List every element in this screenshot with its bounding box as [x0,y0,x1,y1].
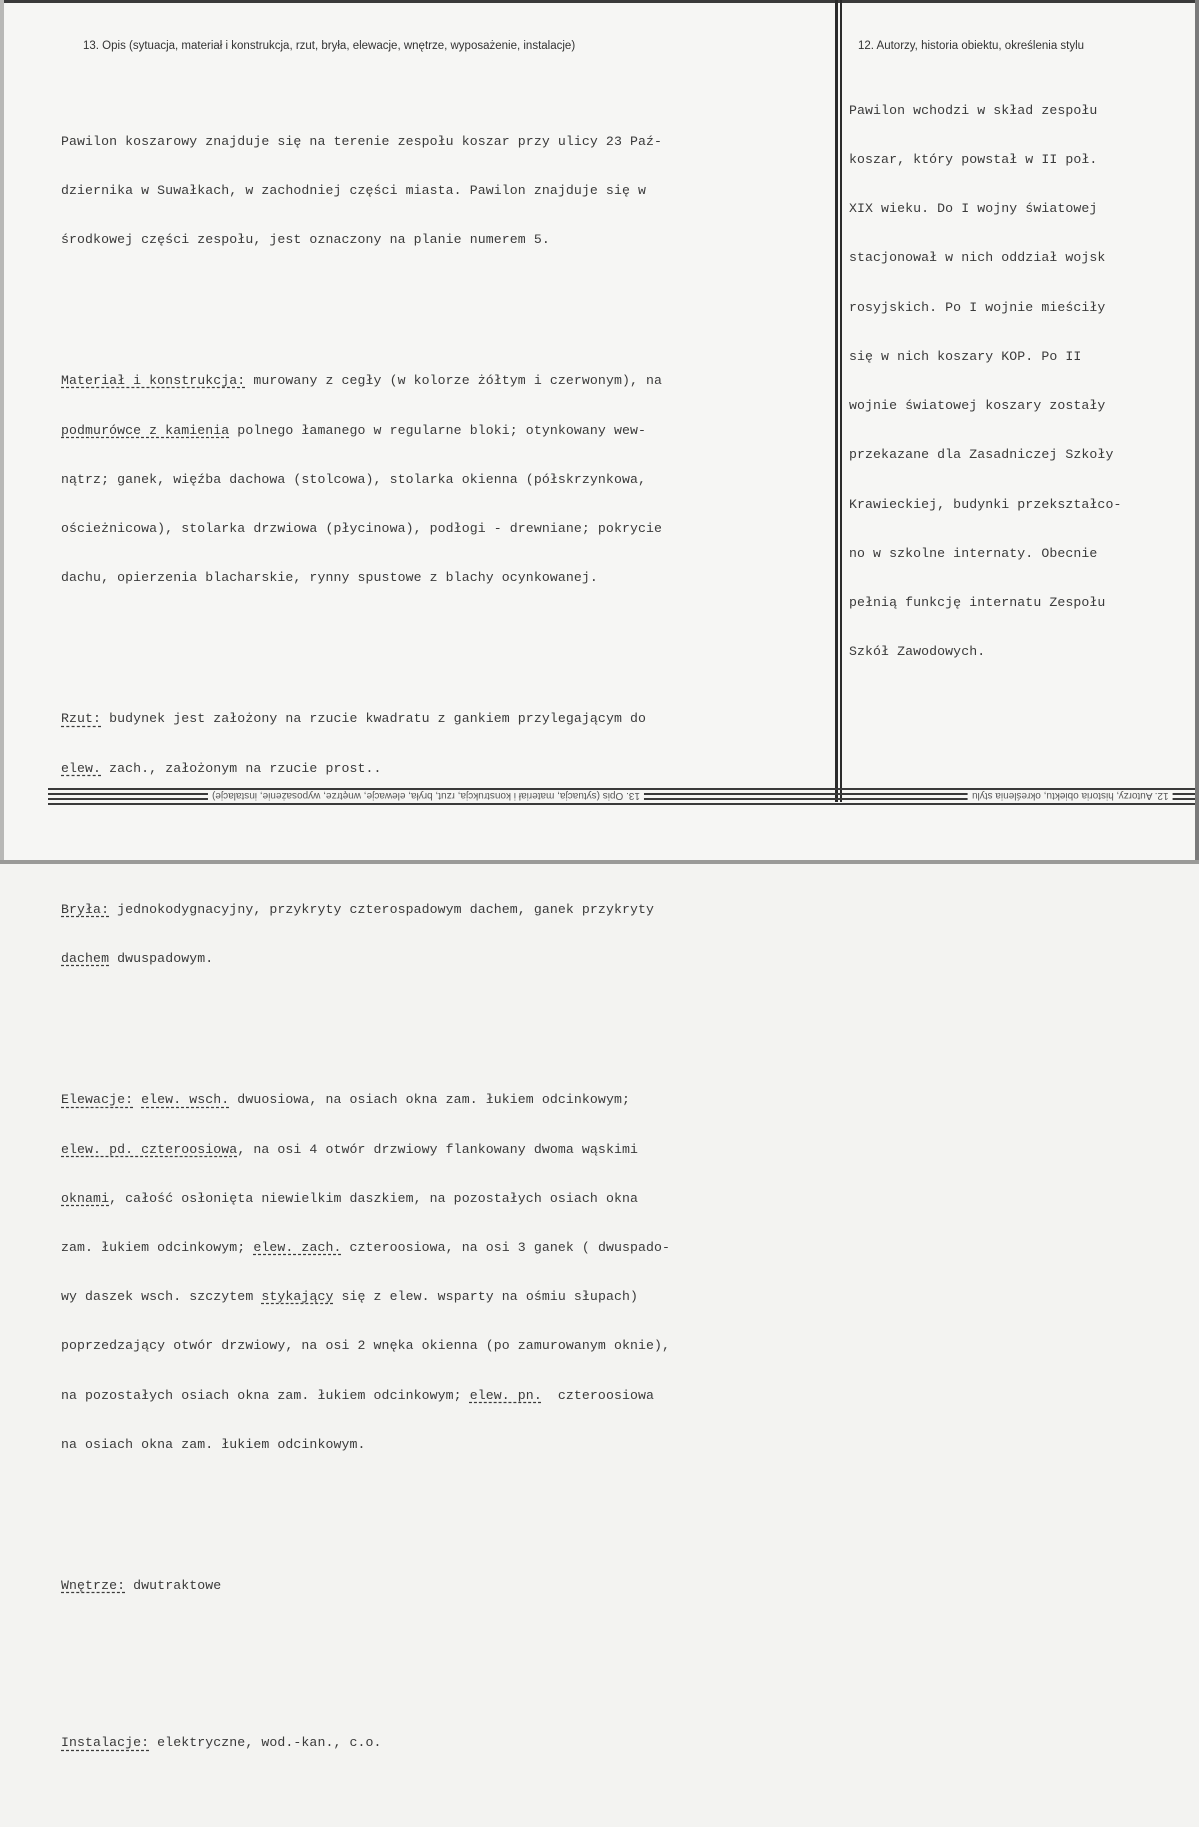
footer-strip [48,784,1195,806]
text-fragment: czteroosiowa [541,1387,655,1403]
text-fragment: dwuosiowa, na osiach okna zam. łukiem odcinkowym; [229,1092,630,1108]
text-line: Pawilon wchodzi w skład zespołu [849,102,1098,118]
text-line [61,902,831,918]
text-line [61,373,831,389]
underlined-term: stykający [261,1289,334,1305]
mass-label: Bryła: [61,901,110,917]
text-fragment: zam. łukiem odcinkowym; [61,1240,254,1256]
material-label: Materiał i konstrukcja: [61,373,246,389]
description-column [61,68,831,1827]
interior-label: Wnętrze: [61,1578,126,1594]
underlined-term: podmurówce z kamienia [61,422,230,438]
material-paragraph [61,341,831,620]
mass-paragraph [61,869,831,1000]
text-line: pełnią funkcję internatu Zespołu [849,595,1106,610]
text-line: ościeżnicowa), stolarka drzwiowa (płycinowa), podłogi - drewniane; pokrycie [61,520,663,536]
left-edge [0,0,4,864]
text-line [61,1240,831,1256]
text-line: no w szkolne internaty. Obecnie [849,545,1098,561]
text-line: się w nich koszary KOP. Po II [849,348,1082,364]
underlined-term: elew. zach. [253,1240,342,1256]
installations-paragraph [61,1703,831,1785]
text-line [61,1289,831,1305]
text-fragment: elektryczne, wod.-kan., c.o. [149,1735,382,1751]
section-12-header: 12. Autorzy, historia obiektu, określenia stylu [858,40,1085,52]
text-fragment: , na osi 4 otwór drzwiowy flankowany dwoma wąskimi [237,1141,639,1157]
text-line: na osiach okna zam. łukiem odcinkowym. [61,1436,366,1452]
history-column [849,70,1189,693]
underlined-term: oknami [61,1190,110,1206]
underlined-term: elew. wsch. [141,1092,230,1108]
elevations-label: Elewacje: [61,1092,134,1108]
text-line: wojnie światowej koszary zostały [849,398,1106,414]
text-line: poprzedzający otwór drzwiowy, na osi 2 wnęka okienna (po zamurowanym oknie), [61,1338,671,1354]
text-fragment: jednokodygnacyjny, przykryty czterospadowym dachem, ganek przykryty [109,901,655,917]
section-13-header: 13. Opis (sytuacja, materiał i konstrukcja, rzut, bryła, elewacje, wnętrze, wyposażenie, instalacje) [83,40,576,52]
text-fragment: polnego łamanego w regularne bloki; otynkowany wew- [229,422,647,438]
mirrored-header-12: 12. Autorzy, historia obiektu, określenia stylu [968,790,1173,801]
text-line [61,1735,831,1751]
text-line [61,1191,831,1207]
text-line: koszar, który powstał w II poł. [849,152,1098,168]
top-border [0,0,1199,3]
text-fragment: się z elew. wsparty na ośmiu słupach) [333,1289,639,1305]
footer-rule [48,803,1195,805]
text-line: rosyjskich. Po I wojnie mieściły [849,299,1106,315]
text-fragment: wy daszek wsch. szczytem [61,1289,262,1305]
text-fragment: murowany z cegły (w kolorze żółtym i czerwonym), na [245,373,663,389]
text-line: Krawieckiej, budynki przekształco- [849,496,1122,512]
text-fragment: , całość osłonięta niewielkim daszkiem, na pozostałych osiach okna [109,1190,639,1206]
underlined-term: elew. [61,760,102,776]
text-line [61,1092,831,1108]
right-edge [1195,0,1199,864]
text-fragment: czteroosiowa, na osi 3 ganek ( dwuspado- [341,1240,671,1256]
text-line: dachu, opierzenia blacharskie, rynny spustowe z blachy ocynkowanej. [61,570,598,586]
text-fragment: na pozostałych osiach okna zam. łukiem odcinkowym; [61,1387,470,1403]
text-fragment: dwutraktowe [125,1578,222,1594]
text-line: XIX wieku. Do I wojny światowej [849,201,1098,217]
text-line [61,761,831,777]
interior-paragraph [61,1545,831,1627]
text-line: stacjonował w nich oddział wojsk [849,250,1106,266]
column-divider [835,0,838,802]
text-fragment: budynek jest założony na rzucie kwadratu z gankiem przylegającym do [101,711,647,727]
installations-label: Instalacje: [61,1735,150,1751]
text-line [61,711,831,727]
column-divider-inner [840,0,842,802]
text-fragment: zach., założonym na rzucie prost.. [101,760,382,776]
underlined-term: elew. pn. [469,1387,542,1403]
text-line: Szkół Zawodowych. [849,644,986,660]
text-line [61,1388,831,1404]
text-line: dziernika w Suwałkach, w zachodniej części miasta. Pawilon znajduje się w [61,182,647,198]
text-line [61,1142,831,1158]
text-fragment: dwuspadowym. [109,951,214,967]
text-line: przekazane dla Zasadniczej Szkoły [849,447,1114,463]
elevations-paragraph [61,1060,831,1487]
text-line: środkowej części zespołu, jest oznaczony na planie numerem 5. [61,232,550,248]
underlined-term: elew. pd. czteroosiowa [61,1141,238,1157]
plan-label: Rzut: [61,711,102,727]
text-fragment [133,1092,141,1107]
underlined-term: dachem [61,951,110,967]
text-line [61,423,831,439]
text-line [61,1578,831,1594]
location-paragraph [61,101,831,281]
text-line: Pawilon koszarowy znajduje się na terenie zespołu koszar przy ulicy 23 Paź- [61,133,663,149]
text-line [61,951,831,967]
mirrored-header-13: 13. Opis (sytuacja, materiał i konstrukcja, rzut, bryła, elewacje, wnętrze, wyposażenie, instalacje) [208,790,644,801]
text-line: nątrz; ganek, więźba dachowa (stolcowa), stolarka okienna (półskrzynkowa, [61,471,647,487]
